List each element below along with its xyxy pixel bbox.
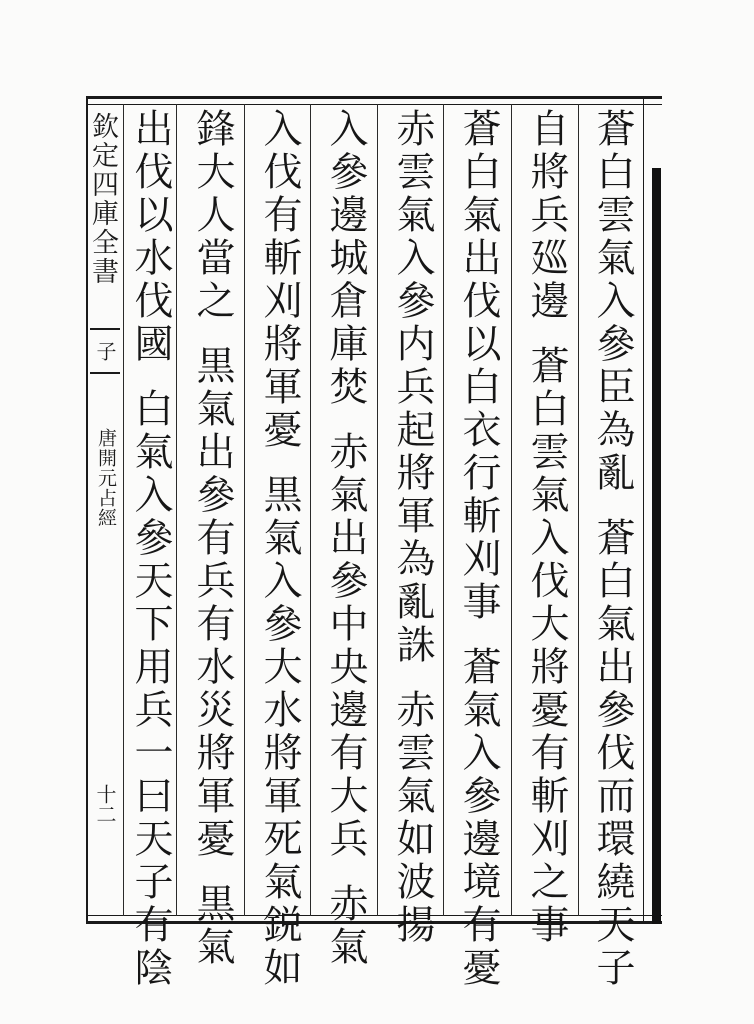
column-divider xyxy=(244,104,245,916)
text-segment: 蒼白氣出伐以白衣行斬刈事 xyxy=(456,108,501,624)
text-segment: 黒氣入參大水將軍死氣鋭如 xyxy=(257,474,302,990)
book-title: 唐開元占經 xyxy=(95,428,117,528)
column-divider xyxy=(310,104,311,916)
text-segment: 赤氣出參中央邊有大兵 xyxy=(323,431,368,861)
text-segment: 入伐有斬刈將軍憂 xyxy=(257,108,302,452)
frame-top-rule xyxy=(86,96,662,99)
page-number: 十二 xyxy=(93,784,117,824)
frame-top-rule-inner xyxy=(86,104,662,105)
text-segment: 蒼氣入參邊境有憂 xyxy=(456,646,501,990)
text-segment: 白氣入參天下用兵一曰天子有陰 xyxy=(128,388,173,990)
section-marker: 子 xyxy=(90,328,120,374)
text-segment: 黒氣 xyxy=(190,883,235,969)
collection-title: 欽定四庫全書 xyxy=(87,112,118,286)
text-segment: 自將兵廵邊 xyxy=(524,108,569,323)
frame-right-rule xyxy=(643,96,644,924)
page-edge-shadow xyxy=(652,168,661,924)
text-column-8 xyxy=(128,108,173,990)
text-column-1 xyxy=(590,108,635,990)
text-segment: 蒼白雲氣入伐大將憂有斬刈之事 xyxy=(524,345,569,947)
text-segment: 赤雲氣如波揚 xyxy=(390,689,435,947)
column-divider xyxy=(578,104,579,916)
text-column-3 xyxy=(456,108,501,990)
text-segment: 赤雲氣入參内兵起將軍為亂誅 xyxy=(390,108,435,667)
text-segment: 蒼白氣出參伐而環繞天子 xyxy=(590,517,635,990)
text-segment: 黒氣出參有兵有水災將軍憂 xyxy=(190,345,235,861)
text-segment: 入參邊城倉庫焚 xyxy=(323,108,368,409)
column-divider xyxy=(511,104,512,916)
text-segment: 鋒大人當之 xyxy=(190,108,235,323)
column-divider xyxy=(176,104,177,916)
text-segment: 赤氣 xyxy=(323,883,368,969)
column-divider xyxy=(123,104,124,916)
text-segment: 出伐以水伐國 xyxy=(128,108,173,366)
text-column-7 xyxy=(190,108,235,969)
text-segment: 蒼白雲氣入參臣為亂 xyxy=(590,108,635,495)
text-column-5 xyxy=(323,108,368,969)
text-column-4 xyxy=(390,108,435,947)
text-column-6 xyxy=(257,108,302,990)
column-divider xyxy=(443,104,444,916)
text-column-2 xyxy=(524,108,569,947)
column-divider xyxy=(377,104,378,916)
